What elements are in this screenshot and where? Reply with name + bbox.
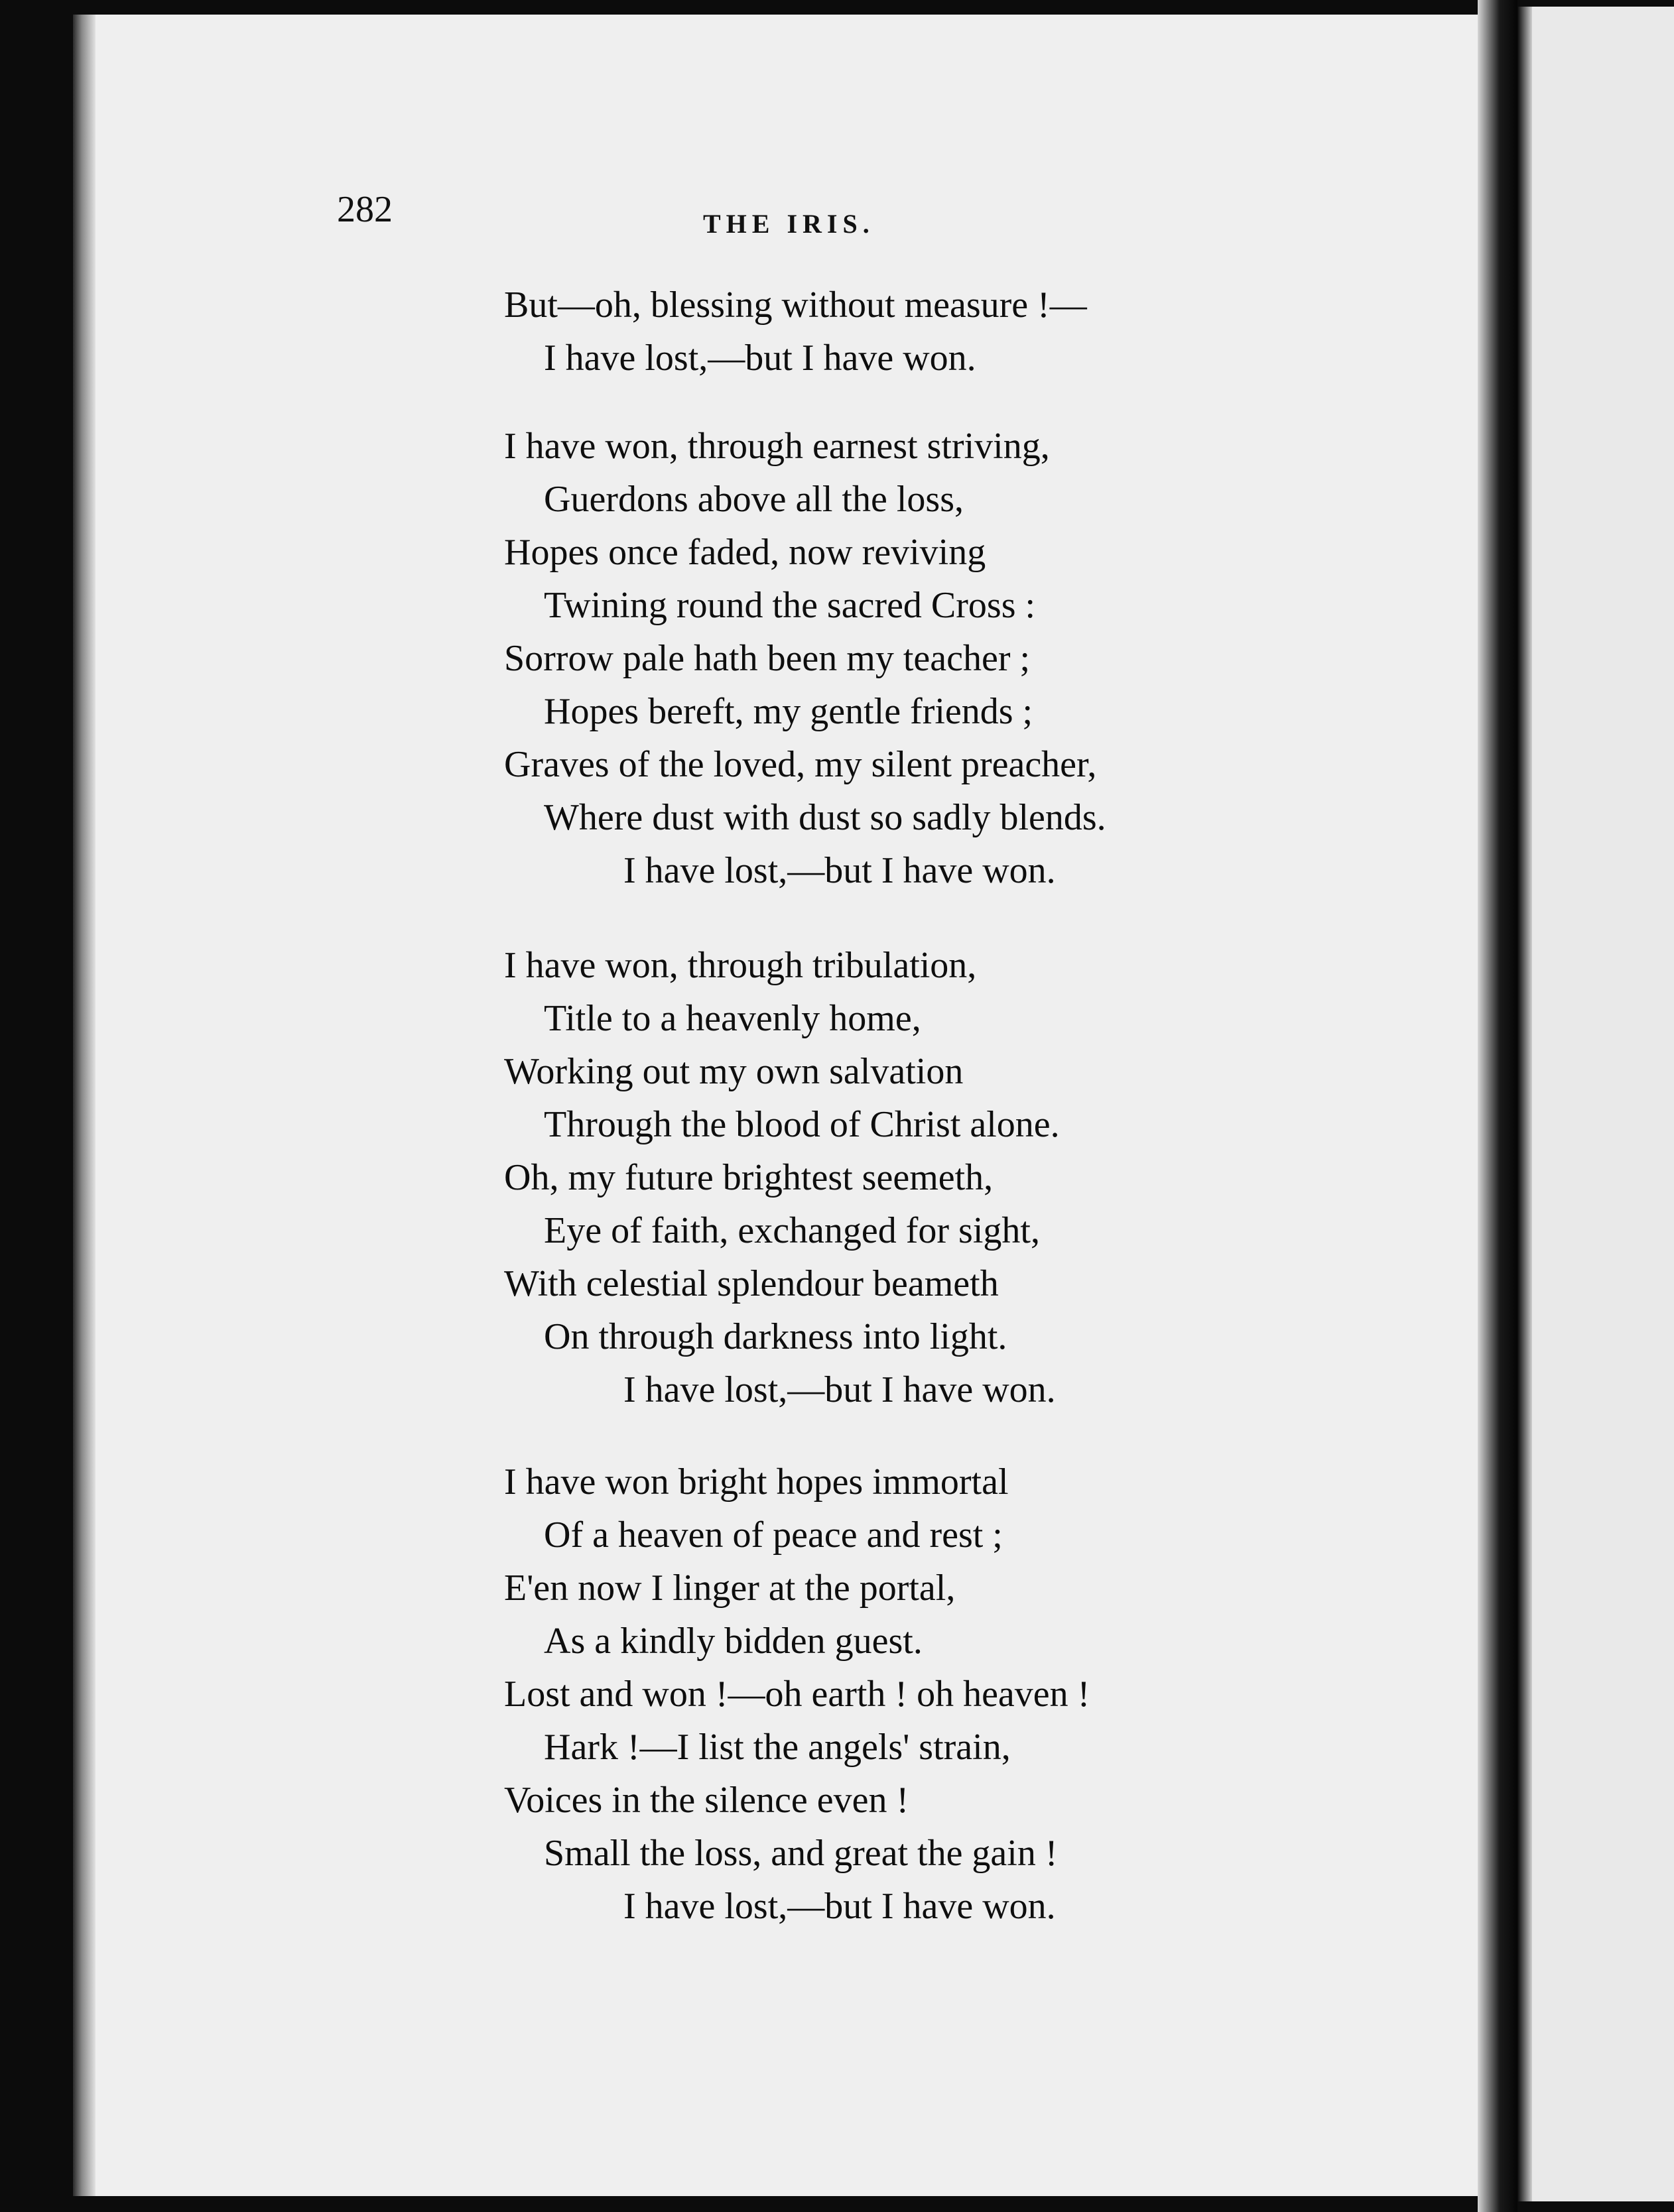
poem-line: With celestial splendour beameth xyxy=(504,1263,999,1304)
poem-line: Working out my own salvation xyxy=(504,1051,964,1092)
poem-line: Twining round the sacred Cross : xyxy=(544,585,1036,626)
poem-line: Voices in the silence even ! xyxy=(504,1780,909,1821)
poem-line: Title to a heavenly home, xyxy=(544,998,921,1039)
poem-line: E'en now I linger at the portal, xyxy=(504,1567,956,1609)
poem-line: But—oh, blessing without measure !— xyxy=(504,284,1087,326)
poem-line: On through darkness into light. xyxy=(544,1316,1007,1357)
poem-line: I have won, through earnest striving, xyxy=(504,426,1050,467)
poem-refrain: I have lost,—but I have won. xyxy=(623,850,1056,891)
facing-page-edge xyxy=(1517,7,1674,2201)
page-number: 282 xyxy=(337,189,393,230)
poem-line: Sorrow pale hath been my teacher ; xyxy=(504,638,1031,679)
poem-refrain: I have lost,—but I have won. xyxy=(623,1886,1056,1927)
poem-line: Of a heaven of peace and rest ; xyxy=(544,1514,1003,1556)
poem-line: Small the loss, and great the gain ! xyxy=(544,1833,1058,1874)
page-left-shadow xyxy=(73,15,96,2196)
book-gutter xyxy=(1478,0,1517,2212)
poem-line: Where dust with dust so sadly blends. xyxy=(544,797,1106,838)
poem-line: Hopes once faded, now reviving xyxy=(504,532,986,573)
poem-line: Graves of the loved, my silent preacher, xyxy=(504,744,1097,785)
poem-line: I have won, through tribulation, xyxy=(504,945,977,986)
poem-line: As a kindly bidden guest. xyxy=(544,1621,923,1662)
poem-line: I have lost,—but I have won. xyxy=(544,338,976,379)
facing-page-shadow xyxy=(1517,7,1532,2201)
running-title: THE IRIS. xyxy=(703,209,875,239)
poem-line: Eye of faith, exchanged for sight, xyxy=(544,1210,1040,1251)
poem-line: Hark !—I list the angels' strain, xyxy=(544,1727,1011,1768)
poem-line: Guerdons above all the loss, xyxy=(544,479,964,520)
poem-line: Oh, my future brightest seemeth, xyxy=(504,1157,994,1198)
poem-line: Lost and won !—oh earth ! oh heaven ! xyxy=(504,1674,1090,1715)
poem-line: I have won bright hopes immortal xyxy=(504,1461,1009,1503)
poem-refrain: I have lost,—but I have won. xyxy=(623,1369,1056,1410)
poem-line: Hopes bereft, my gentle friends ; xyxy=(544,691,1033,732)
poem-line: Through the blood of Christ alone. xyxy=(544,1104,1060,1145)
